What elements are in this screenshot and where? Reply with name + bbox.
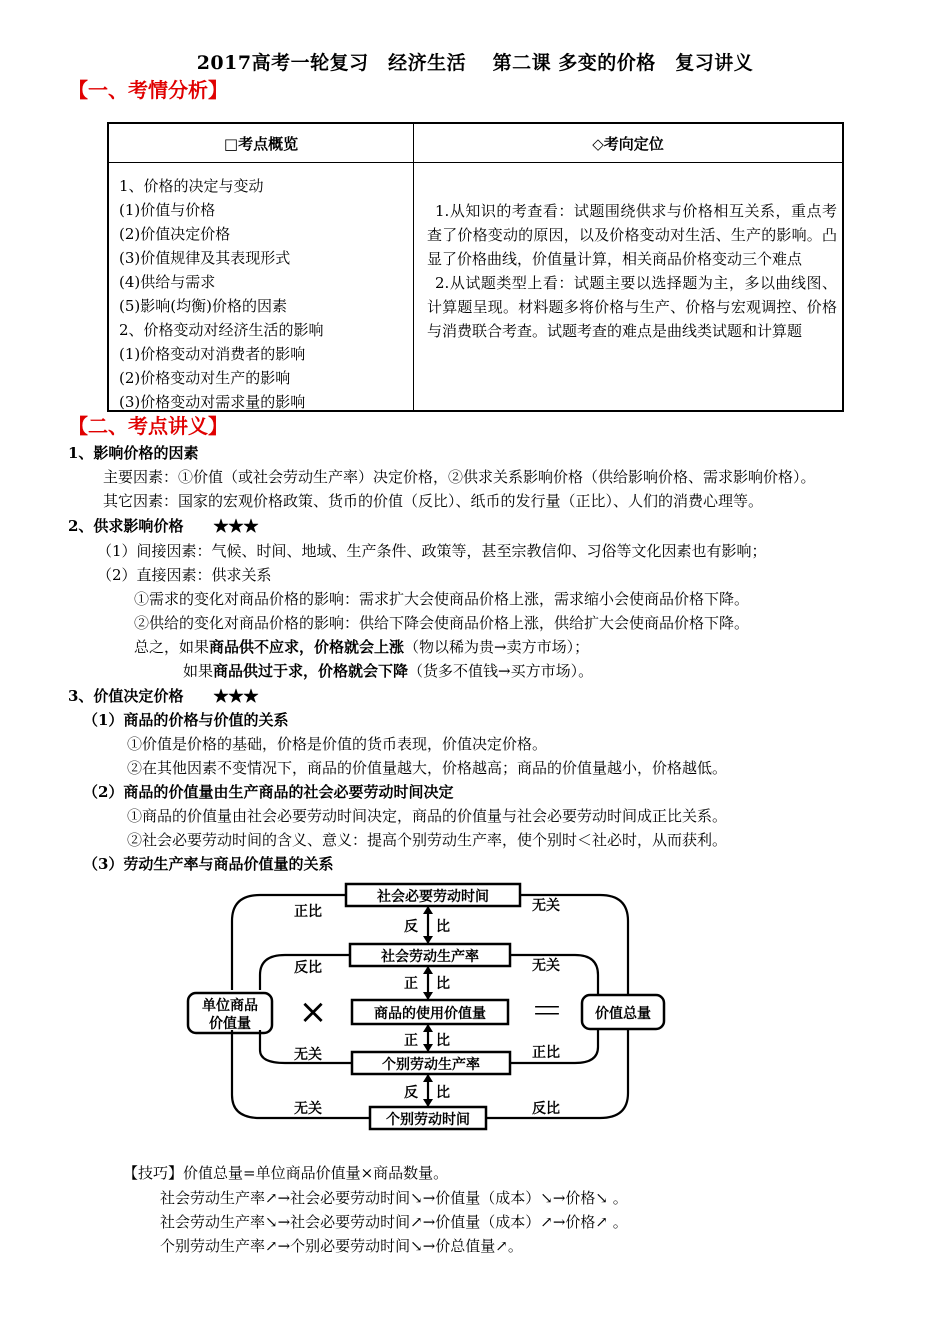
relation-zheng: 正 (404, 1033, 418, 1049)
relation-fan: 反 (404, 919, 418, 935)
text-direct-factors: （2）直接因素：供求关系 (97, 566, 272, 584)
overview-left-header: □考点概览 (109, 124, 414, 162)
relation-zheng: 正 (404, 976, 418, 992)
subheading-price-value: （1）商品的价格与价值的关系 (83, 711, 289, 729)
relation-fan: 反 (404, 1085, 418, 1101)
list-item: (4)供给与需求 (119, 273, 216, 291)
list-item: (5)影响(均衡)价格的因素 (119, 297, 287, 315)
list-item: 1、价格的决定与变动 (119, 177, 264, 195)
diagram-label-use-value: 商品的使用价值量 (374, 1006, 486, 1022)
diagram-label-unit-line2: 价值量 (209, 1016, 251, 1032)
text-snlt-meaning: ②社会必要劳动时间的含义、意义：提高个别劳动生产率，使个别时＜社必时，从而获利。 (127, 831, 728, 849)
diagram-label-ilt: 个别劳动时间 (386, 1112, 470, 1128)
section-heading-analysis: 【一、考情分析】 (68, 78, 228, 102)
diagram-label-slp: 社会劳动生产率 (381, 949, 479, 965)
relation-bi: 比 (436, 1085, 450, 1101)
list-item: 2、价格变动对经济生活的影响 (119, 321, 324, 339)
list-item: (2)价格变动对生产的影响 (119, 369, 291, 387)
knowledge-point-list (119, 174, 324, 414)
section-heading-lecture: 【二、考点讲义】 (68, 414, 228, 438)
heading-price-factors: 1、影响价格的因素 (68, 444, 199, 462)
tip-slp-down: 社会劳动生产率↘→社会必要劳动时间↗→价值量（成本）↗→价格↗ 。 (160, 1213, 628, 1231)
relation-fanbi: 反比 (532, 1101, 560, 1117)
list-item: (3)价格变动对需求量的影响 (119, 393, 306, 411)
text-snlt-determines: ①商品的价值量由社会必要劳动时间决定，商品的价值量与社会必要劳动时间成正比关系。 (127, 807, 728, 825)
list-item: (1)价值与价格 (119, 201, 216, 219)
subheading-productivity: （3）劳动生产率与商品价值量的关系 (83, 855, 334, 873)
tip-ilp-up: 个别劳动生产率↗→个别必要劳动时间↘→价总值量↗。 (160, 1237, 523, 1255)
subheading-value-quantity: （2）商品的价值量由生产商品的社会必要劳动时间决定 (83, 783, 454, 801)
relation-wuguan: 无关 (294, 1101, 322, 1117)
list-item: (2)价值决定价格 (119, 225, 231, 243)
relation-fanbi: 反比 (294, 960, 322, 976)
diagram-label-ilp: 个别劳动生产率 (382, 1057, 480, 1073)
orientation-paragraph-2: 2.从试题类型上看：试题主要以选择题为主，多以曲线图、计算题呈现。材料题多将价格与生产、价格与宏观调控、价格与消费联合考查。试题考查的难点是曲线类试题和计算题 (427, 274, 837, 340)
diagram-label-unit-line1: 单位商品 (202, 998, 258, 1014)
orientation-paragraph-1: 1.从知识的考查看：试题围绕供求与价格相互关系，重点考查了价格变动的原因，以及价格变动对生活、生产的影响。凸显了价格曲线，价值量计算，相关商品价格变动三个难点 (427, 202, 837, 268)
tip-slp-up: 社会劳动生产率↗→社会必要劳动时间↘→价值量（成本）↘→价格↘ 。 (160, 1189, 628, 1207)
arc-snlt-unit (232, 895, 346, 990)
overview-right-header: ◇考向定位 (592, 134, 664, 153)
relation-zhengbi: 正比 (532, 1045, 560, 1061)
relation-bi: 比 (436, 976, 450, 992)
text-main-factors: 主要因素：①价值（或社会劳动生产率）决定价格，②供求关系影响价格（供给影响价格、需求影响价格）。 (103, 468, 816, 486)
diagram-label-snlt: 社会必要劳动时间 (377, 889, 489, 905)
relation-zhengbi: 正比 (294, 904, 322, 920)
text-summary-surplus: 如果商品供过于求，价格就会下降（货多不值钱→买方市场）。 (183, 662, 594, 680)
diagram-label-total-value: 价值总量 (595, 1006, 651, 1022)
tip-total-value: 【技巧】价值总量=单位商品价值量×商品数量。 (123, 1164, 449, 1182)
equals-icon: ＝ (530, 992, 564, 1032)
heading-value-determines-price: 3、价值决定价格 ★★★ (68, 687, 259, 705)
relation-bi: 比 (436, 1033, 450, 1049)
relation-bi: 比 (436, 919, 450, 935)
text-indirect-factors: （1）间接因素：气候、时间、地域、生产条件、政策等，甚至宗教信仰、习俗等文化因素也有影响； (97, 542, 767, 560)
text-supply-effect: ②供给的变化对商品价格的影响：供给下降会使商品价格上涨，供给扩大会使商品价格下降。 (134, 614, 750, 632)
text-value-basis: ①价值是价格的基础，价格是价值的货币表现，价值决定价格。 (127, 735, 548, 753)
page-title: 2017高考一轮复习 经济生活 第二课 多变的价格 复习讲义 (196, 52, 754, 74)
text-summary-shortage: 总之，如果商品供不应求，价格就会上涨（物以稀为贵→卖方市场）； (134, 638, 590, 656)
relation-wuguan: 无关 (294, 1047, 322, 1063)
relation-wuguan: 无关 (532, 958, 560, 974)
times-icon: × (298, 992, 328, 1032)
heading-supply-demand: 2、供求影响价格 ★★★ (68, 517, 259, 535)
relation-wuguan: 无关 (532, 898, 560, 914)
productivity-value-diagram (180, 875, 680, 1135)
overview-header-row (109, 124, 842, 163)
text-value-price-relation: ②在其他因素不变情况下，商品的价值量越大，价格越高；商品的价值量越小，价格越低。 (127, 759, 728, 777)
exam-orientation-text (427, 199, 837, 343)
text-demand-effect: ①需求的变化对商品价格的影响：需求扩大会使商品价格上涨，需求缩小会使商品价格下降。 (134, 590, 750, 608)
table-divider (413, 162, 414, 410)
list-item: (3)价值规律及其表现形式 (119, 249, 291, 267)
overview-table (107, 122, 844, 412)
text-other-factors: 其它因素：国家的宏观价格政策、货币的价值（反比）、纸币的发行量（正比）、人们的消费心理等。 (103, 492, 764, 510)
list-item: (1)价格变动对消费者的影响 (119, 345, 306, 363)
